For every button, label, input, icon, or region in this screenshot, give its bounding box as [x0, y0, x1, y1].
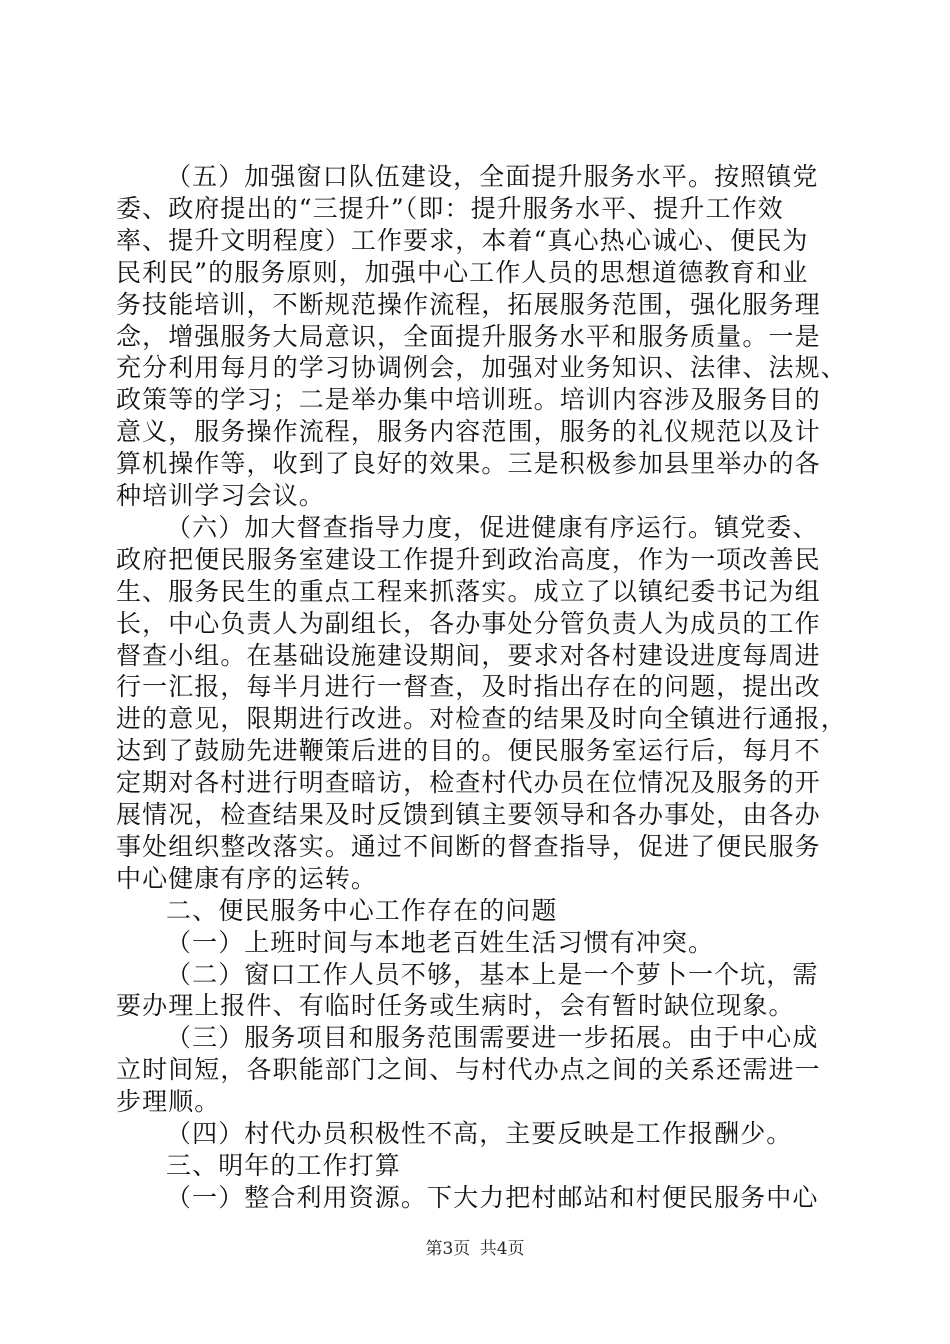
text-line: 定期对各村进行明查暗访，检查村代办员在位情况及服务的开 [116, 768, 821, 798]
text-line: 步理顺。 [116, 1087, 221, 1117]
text-line: 展情况，检查结果及时反馈到镇主要领导和各办事处，由各办 [116, 800, 821, 829]
text-line: 事处组织整改落实。通过不间断的督查指导，促进了便民服务 [116, 831, 821, 861]
text-line: 意义，服务操作流程，服务内容范围，服务的礼仪规范以及计 [116, 417, 821, 447]
text-line: 务技能培训，不断规范操作流程，拓展服务范围，强化服务理 [116, 289, 821, 319]
text-line: （五）加强窗口队伍建设，全面提升服务水平。按照镇党 [166, 162, 819, 191]
text-line: 生、服务民生的重点工程来抓落实。成立了以镇纪委书记为组 [116, 576, 821, 606]
text-line: （六）加大督查指导力度，促进健康有序运行。镇党委、 [166, 512, 819, 542]
text-line: （一）整合利用资源。下大力把村邮站和村便民服务中心 [166, 1182, 819, 1212]
text-line: （四）村代办员积极性不高，主要反映是工作报酬少。 [166, 1119, 793, 1148]
text-line: 长，中心负责人为副组长，各办事处分管负责人为成员的工作 [116, 608, 821, 638]
section-heading: 三、明年的工作打算 [166, 1150, 401, 1180]
text-line: 民利民”的服务原则，加强中心工作人员的思想道德教育和业 [116, 257, 809, 287]
text-line: 政策等的学习；二是举办集中培训班。培训内容涉及服务目的 [116, 385, 821, 415]
text-line: 种培训学习会议。 [116, 481, 325, 510]
text-line: 算机操作等，收到了良好的效果。三是积极参加县里举办的各 [116, 449, 821, 479]
page-footer [0, 1237, 950, 1261]
page-number: 第3页 [425, 1239, 471, 1259]
text-line: 政府把便民服务室建设工作提升到政治高度，作为一项改善民 [116, 544, 821, 574]
text-line: 率、提升文明程度）工作要求，本着“真心热心诚心、便民为 [116, 225, 809, 255]
text-line: 念，增强服务大局意识，全面提升服务水平和服务质量。一是 [116, 321, 821, 351]
text-line: 立时间短，各职能部门之间、与村代办点之间的关系还需进一 [116, 1055, 821, 1085]
text-line: 达到了鼓励先进鞭策后进的目的。便民服务室运行后，每月不 [116, 736, 821, 766]
text-line: 充分利用每月的学习协调例会，加强对业务知识、法律、法规、 [116, 353, 847, 383]
text-line: 中心健康有序的运转。 [116, 863, 378, 893]
text-line: 要办理上报件、有临时任务或生病时，会有暂时缺位现象。 [116, 991, 795, 1021]
text-line: 行一汇报，每半月进行一督查，及时指出存在的问题，提出改 [116, 672, 821, 702]
text-line: 委、政府提出的“三提升”（即：提升服务水平、提升工作效 [116, 193, 784, 223]
text-line: （一）上班时间与本地老百姓生活习惯有冲突。 [166, 927, 715, 957]
page-total: 共4页 [479, 1239, 525, 1259]
section-heading: 二、便民服务中心工作存在的问题 [166, 895, 558, 925]
text-line: （三）服务项目和服务范围需要进一步拓展。由于中心成 [166, 1023, 819, 1053]
text-line: 进的意见，限期进行改进。对检查的结果及时向全镇进行通报， [116, 704, 847, 734]
text-line: （二）窗口工作人员不够，基本上是一个萝卜一个坑，需 [166, 959, 819, 989]
text-line: 督查小组。在基础设施建设期间，要求对各村建设进度每周进 [116, 640, 821, 670]
